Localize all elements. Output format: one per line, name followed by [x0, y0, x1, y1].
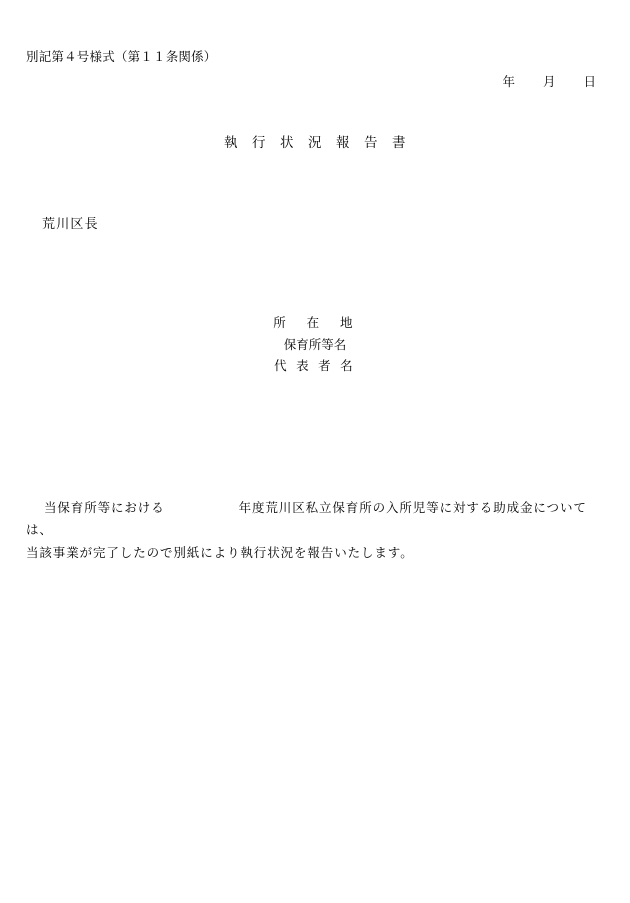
field-label-representative-name: 代 表 者 名 [274, 359, 356, 373]
body-line1-part2: 年度荒川区私立保育所の入所児等に対する助成金については、 [26, 501, 587, 538]
field-label-facility-name: 保育所等名 [283, 337, 347, 352]
title-char: 状 [280, 135, 294, 150]
title-char: 告 [364, 135, 378, 150]
body-line2: 当該事業が完了したので別紙により執行状況を報告いたします。 [26, 545, 414, 560]
page-title [0, 131, 630, 151]
day-label: 日 [583, 75, 596, 89]
applicant-info-block [0, 313, 630, 378]
form-number: 別記第４号様式（第１１条関係） [26, 50, 217, 64]
addressee: 荒川区長 [42, 216, 99, 231]
title-char: 報 [336, 135, 350, 150]
title-char: 況 [308, 135, 322, 150]
field-label-address: 所 在 地 [273, 316, 357, 330]
title-char: 執 [224, 135, 238, 150]
body-text [26, 497, 612, 564]
body-line1-part1: 当保育所等における [44, 501, 165, 515]
title-char: 行 [252, 135, 266, 150]
title-char: 書 [392, 135, 406, 150]
year-label: 年 [502, 75, 515, 89]
date-line [0, 72, 596, 90]
month-label: 月 [542, 75, 556, 89]
